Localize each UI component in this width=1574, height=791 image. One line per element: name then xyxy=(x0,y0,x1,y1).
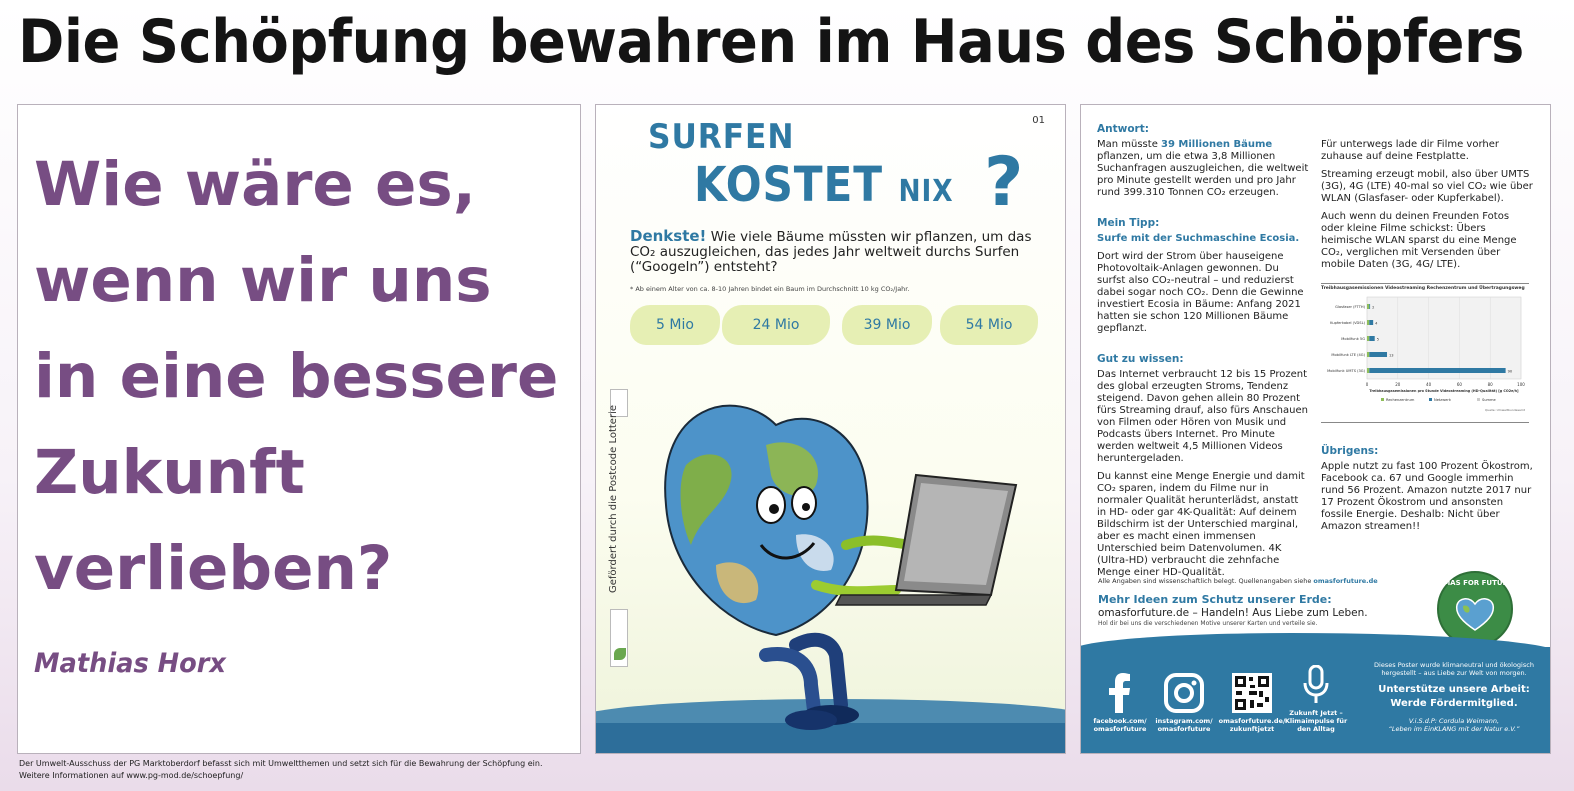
chart-tick-label: 20 xyxy=(1395,382,1401,387)
right-text-1: Für unterwegs lade dir Filme vorher zuhause auf deine Festplatte. xyxy=(1321,139,1499,162)
mascot-pupil xyxy=(802,503,810,511)
chart-category-label: Mobilfunk LTE (4G) xyxy=(1331,353,1365,357)
chart-value-label: 2 xyxy=(1372,305,1375,310)
chart-bar-rechenzentrum xyxy=(1367,304,1369,309)
chart-bar-rechenzentrum xyxy=(1367,368,1369,373)
right-column xyxy=(1321,139,1533,277)
eco-print-badge xyxy=(610,609,628,667)
quote-line: Zukunft xyxy=(34,437,305,508)
tipp-subheading: Surfe mit der Suchmaschine Ecosia. xyxy=(1097,233,1300,244)
chart-bar-rechenzentrum xyxy=(1367,336,1369,341)
uebrigens-heading: Übrigens: xyxy=(1321,445,1379,457)
chart-value-label: 90 xyxy=(1507,369,1513,374)
chart-legend-label: Summe xyxy=(1482,398,1496,402)
chart-bar-rechenzentrum xyxy=(1367,320,1369,325)
chart-x-axis-label: Treibhausgasemissionen pro Stunde Videostreaming (HD-Qualität) [g CO2e/h] xyxy=(1369,389,1519,393)
quote-line: wenn wir uns xyxy=(34,245,492,316)
chart-legend-swatch xyxy=(1477,398,1480,401)
social-label: instagram.com/ omasforfuture xyxy=(1155,717,1213,733)
chart-tick-label: 0 xyxy=(1365,382,1369,387)
mascot-eye xyxy=(792,487,816,519)
antwort-post: pflanzen, um die etwa 3,8 Millionen Suchanfragen auszugleichen, die weltweit pro Minute gestellt werden und pro Jahr rund 399.310 Tonnen CO₂ erzeugen. xyxy=(1097,151,1309,198)
headline-kostet-word: KOSTET xyxy=(694,157,883,213)
chart-legend-label: Netzwerk xyxy=(1434,398,1451,402)
headline-nix: NIX xyxy=(898,174,954,209)
antwort-pre: Man müsste xyxy=(1097,139,1162,150)
question-text: Wie viele Bäume müssten wir pflanzen, um das CO₂ auszugleichen, das jedes Jahr weltweit durchs Surfen (“Googeln”) entsteht? xyxy=(630,229,1032,275)
chart-legend-swatch xyxy=(1381,398,1384,401)
uebrigens-text: Apple nutzt zu fast 100 Prozent Ökostrom, Facebook ca. 67 und Google immerhin rund 56 Prozent. Amazon nutzte 2017 nur 17 Prozent Ökostrom und ansonsten fossile Energie. Deshalb: Nicht über Amazon streamen!! xyxy=(1321,461,1533,532)
badge-label: OMAS FOR FUTURE xyxy=(1437,579,1513,587)
headline-surfen: SURFEN xyxy=(648,117,795,157)
facebook-icon xyxy=(1105,673,1135,713)
answer-option-3: 39 Mio xyxy=(842,305,932,345)
answer-option-4: 54 Mio xyxy=(940,305,1038,345)
chart-category-label: Kupferkabel (VDSL) xyxy=(1330,321,1365,325)
footer-line-2: Weitere Informationen auf www.pg-mod.de/schoepfung/ xyxy=(19,771,244,780)
quote-author: Mathias Horx xyxy=(34,648,226,679)
chart-bar-netzwerk xyxy=(1369,368,1505,373)
gut-text-2: Du kannst eine Menge Energie und damit CO₂ sparen, indem du Filme nur in normaler Qualität herunterlädst, anstatt in HD- oder gar 4K-Qualität: Auf deinem Bildschirm ist der Unterschied marginal, aber es macht einen immensen Unterschied beim Datenvolumen. 4K (Ultra-HD) verbraucht die zehnfache Menge einer HD-Qualität. xyxy=(1097,471,1305,578)
earth-mascot-illustration xyxy=(646,385,1036,735)
sources-note xyxy=(1098,577,1378,585)
chart-plot xyxy=(1321,293,1529,421)
footer-line-1: Der Umwelt-Ausschuss der PG Marktoberdorf befasst sich mit Umweltthemen und setzt sich für die Bewahrung der Schöpfung ein. xyxy=(19,759,543,768)
quiz-question xyxy=(630,229,1040,275)
footer-note xyxy=(19,758,719,782)
microphone-icon xyxy=(1301,665,1331,705)
chart-category-label: Glasfaser (FTTH) xyxy=(1335,305,1365,309)
sources-link[interactable]: omasforfuture.de xyxy=(1313,577,1378,585)
poster-front xyxy=(595,104,1066,754)
denkste-label: Denkste! xyxy=(630,227,707,245)
quote-line: in eine bessere xyxy=(34,341,559,412)
quote-line: Wie wäre es, xyxy=(34,149,476,220)
page-number: 01 xyxy=(1032,115,1045,126)
chart-category-label: Mobilfunk 5G xyxy=(1341,337,1365,341)
quote-text xyxy=(34,137,574,617)
quote-panel xyxy=(17,104,581,754)
gut-heading: Gut zu wissen: xyxy=(1097,353,1184,365)
chart-bar-netzwerk xyxy=(1369,320,1373,325)
mascot-pupil xyxy=(769,504,779,514)
chart-bar-netzwerk xyxy=(1369,352,1387,357)
tree-footnote: * Ab einem Alter von ca. 8-10 Jahren bindet ein Baum im Durchschnitt 10 kg CO₂/Jahr. xyxy=(630,285,910,293)
uebrigens-block xyxy=(1321,445,1533,539)
chart-value-label: 4 xyxy=(1375,321,1378,326)
social-facebook[interactable] xyxy=(1085,673,1155,733)
page-title: Die Schöpfung bewahren im Haus des Schöpfers xyxy=(18,7,1524,77)
chart-tick-label: 60 xyxy=(1456,382,1462,387)
chart-source: Quelle: Umweltbundesamt xyxy=(1485,408,1525,412)
social-label: Zukunft Jetzt – Klimaimpulse für den Alltag xyxy=(1284,709,1348,733)
visdp-2: “Leben im EinKLANG mit der Natur e.V.” xyxy=(1388,725,1520,733)
chart-tick-label: 100 xyxy=(1517,382,1525,387)
right-text-3: Auch wenn du deinen Freunden Fotos oder kleine Filme schickst: Übers heimische WLAN sparst du eine Menge CO₂, verglichen mit Versenden über mobile Daten (3G, 4G/ LTE). xyxy=(1321,211,1517,270)
mehr-heading: Mehr Ideen zum Schutz unserer Erde: xyxy=(1098,593,1332,606)
headline-question-mark: ? xyxy=(984,143,1024,222)
headline-kostet xyxy=(694,157,953,213)
earth-heart-icon xyxy=(1455,596,1495,632)
tipp-heading: Mein Tipp: xyxy=(1097,217,1160,229)
laptop-keyboard xyxy=(836,595,991,605)
answer-option-1: 5 Mio xyxy=(630,305,720,345)
band-info xyxy=(1366,661,1542,733)
antwort-highlight: 39 Millionen Bäume xyxy=(1161,139,1273,150)
chart-legend-swatch xyxy=(1429,398,1432,401)
mehr-small: Hol dir bei uns die verschiedenen Motive unserer Karten und verteile sie. xyxy=(1098,620,1318,627)
social-instagram[interactable] xyxy=(1149,673,1219,733)
leaf-icon xyxy=(614,648,626,660)
chart-value-label: 5 xyxy=(1376,337,1379,342)
chart-tick-label: 80 xyxy=(1487,382,1493,387)
band-support-1: Unterstütze unsere Arbeit: xyxy=(1378,684,1530,695)
answer-option-2: 24 Mio xyxy=(722,305,830,345)
social-label: facebook.com/ omasforfuture xyxy=(1093,717,1147,733)
band-climate-note: Dieses Poster wurde klimaneutral und ökologisch hergestellt – aus Liebe zur Welt von morgen. xyxy=(1374,661,1534,677)
quote-line: verlieben? xyxy=(34,533,393,604)
mehr-subline: omasforfuture.de – Handeln! Aus Liebe zum Leben. xyxy=(1098,607,1368,619)
sponsor-note: Gefördert durch die Postcode Lotterie xyxy=(608,404,619,593)
right-text-2: Streaming erzeugt mobil, also über UMTS (3G), 4G (LTE) 40-mal so viel CO₂ wie über WLAN (Glasfaser- oder Kupferkabel). xyxy=(1321,169,1533,204)
left-column xyxy=(1097,123,1309,585)
antwort-text xyxy=(1097,139,1309,199)
chart-bar-netzwerk xyxy=(1369,304,1370,309)
chart-category-label: Mobilfunk UMTS (3G) xyxy=(1327,369,1365,373)
tipp-text: Dort wird der Strom über hauseigene Photovoltaik-Anlagen gewonnen. Du surfst also CO₂-neutral – und reduzierst dabei sogar noch CO₂. Denn die Gewinne investiert Ecosia in Bäume: Anfang 2021 hatten sie schon 120 Millionen Bäume gepflanzt. xyxy=(1097,251,1304,334)
chart-title: Treibhausgasemissionen Videostreaming Rechenzentrum und Übertragungsweg xyxy=(1321,286,1525,291)
mascot-arm xyxy=(816,585,896,591)
chart-legend-label: Rechenzentrum xyxy=(1386,398,1415,402)
mascot-shoe xyxy=(785,710,837,730)
social-qr[interactable] xyxy=(1217,673,1287,733)
sources-pre: Alle Angaben sind wissenschaftlich belegt. Quellenangaben siehe xyxy=(1098,577,1314,585)
chart-bar-rechenzentrum xyxy=(1367,352,1369,357)
antwort-heading: Antwort: xyxy=(1097,123,1149,135)
emissions-chart xyxy=(1321,283,1529,423)
mascot-leg xyxy=(766,654,814,710)
social-podcast[interactable] xyxy=(1281,665,1351,733)
chart-bar-netzwerk xyxy=(1369,336,1374,341)
qr-code-icon xyxy=(1232,673,1272,713)
omas-for-future-badge xyxy=(1437,571,1513,647)
chart-plot-area xyxy=(1367,297,1521,379)
chart-value-label: 13 xyxy=(1389,353,1394,358)
band-support-2: Werde Fördermitglied. xyxy=(1390,698,1518,709)
poster-back xyxy=(1080,104,1551,754)
visdp-1: V.i.S.d.P: Cordula Weimann, xyxy=(1408,717,1500,725)
chart-tick-label: 40 xyxy=(1426,382,1432,387)
gut-text-1: Das Internet verbraucht 12 bis 15 Prozent des global erzeugten Stroms, Tendenz steigend. Davon gehen allein 80 Prozent fürs Streaming drauf, also fürs Anschauen von Filmen oder Hören von Musik und Podcasts übers Internet. Pro Minute werden weltweit 4,5 Millionen Videos heruntergeladen. xyxy=(1097,369,1308,464)
social-label: omasforfuture.de/ zukunftjetzt xyxy=(1218,717,1286,733)
instagram-icon xyxy=(1164,673,1204,713)
